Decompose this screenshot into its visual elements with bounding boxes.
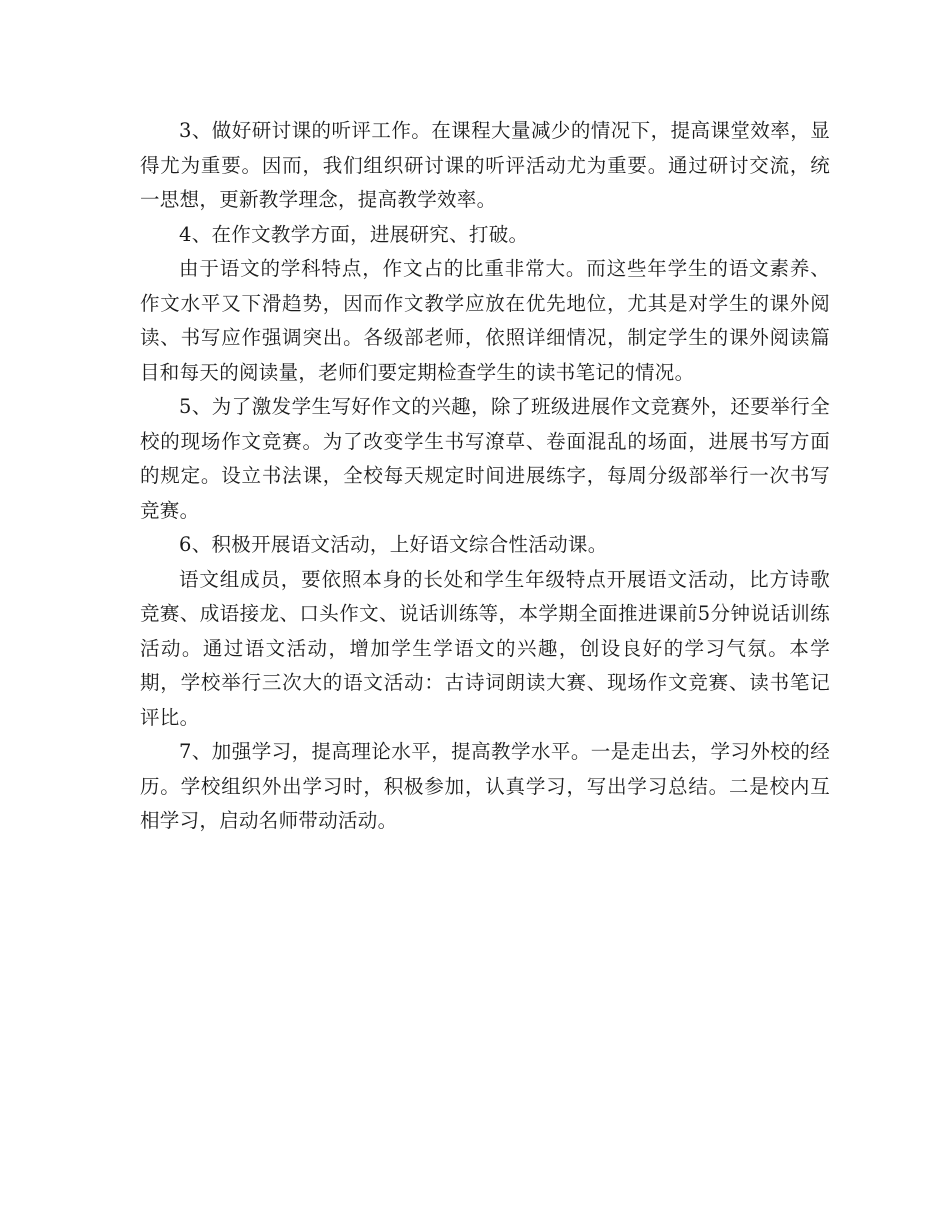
paragraph-item-4: 4、在作文教学方面，进展研究、打破。: [179, 222, 529, 246]
paragraph-composition-importance: 由于语文的学科特点，作文占的比重非常大。而这些年学生的语文素养、作文水平又下滑趋势，因而作文教学应放在优先地位，尤其是对学生的课外阅读、书写应作强调突出。各级部老师，依照详细情况，制定学生的课外阅读篇目和每天的阅读量，老师们要定期检查学生的读书笔记的情况。: [140, 257, 830, 384]
paragraph-language-activities: 语文组成员，要依照本身的长处和学生年级特点开展语文活动，比方诗歌竞赛、成语接龙、口头作文、说话训练等，本学期全面推进课前5分钟说话训练活动。通过语文活动，增加学生学语文的兴趣，创设良好的学习气氛。本学期，学校举行三次大的语文活动：古诗词朗读大赛、现场作文竞赛、读书笔记评比。: [140, 567, 830, 729]
paragraph-item-3: 3、做好研讨课的听评工作。在课程大量减少的情况下，提高课堂效率，显得尤为重要。因而，我们组织研讨课的听评活动尤为重要。通过研讨交流，统一思想，更新教学理念，提高教学效率。: [140, 119, 830, 211]
paragraph-item-6: 6、积极开展语文活动，上好语文综合性活动课。: [179, 533, 608, 556]
paragraph-item-5: 5、为了激发学生写好作文的兴趣，除了班级进展作文竞赛外，还要举行全校的现场作文竞赛。为了改变学生书写潦草、卷面混乱的场面，进展书写方面的规定。设立书法课，全校每天规定时间进展练字，每周分级部举行一次书写竞赛。: [140, 395, 830, 522]
document-body: [140, 114, 830, 839]
paragraph-item-7: 7、加强学习，提高理论水平，提高教学水平。一是走出去，学习外校的经历。学校组织外出学习时，积极参加，认真学习，写出学习总结。二是校内互相学习，启动名师带动活动。: [140, 740, 830, 832]
